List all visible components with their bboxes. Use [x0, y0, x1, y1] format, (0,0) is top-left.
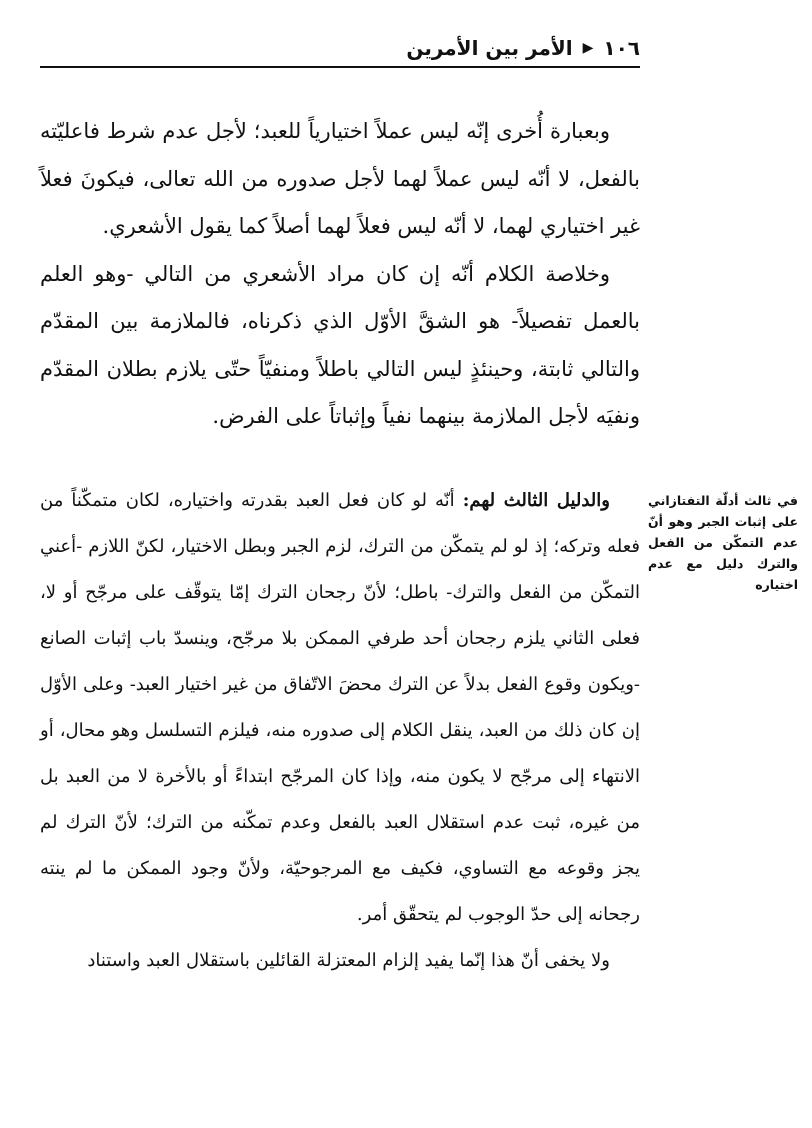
paragraph: وبعبارة أُخرى إنّه ليس عملاً اختيارياً للعبد؛ لأجل عدم شرط فاعليّته بالفعل، لا أنّه ليس عملاً لهما لأجل صدوره من الله تعالى، فيكونَ فعلاً غير اختياري لهما، لا أنّه ليس فعلاً لهما أصلاً كما يقول الأشعري. [40, 119, 640, 238]
evidence-text: أنّه لو كان فعل العبد بقدرته واختياره، لكان متمكّناً من فعله وتركه؛ إذ لو لم يتمكّن من الترك، لزم الجبر وبطل الاختيار، لكنّ اللازم -أعني التمكّن من الفعل والترك- باطل؛ لأنّ رجحان الترك إمّا يتوقّف على مرجّح أو لا، فعلى الثاني يلزم رجحان أحد طرفي الممكن بلا مرجّح، وينسدّ باب إثبات الصانع -ويكون وقوع الفعل بدلاً عن الترك محضَ الاتّفاق من غير اختيار العبد- وعلى الأوّل إن كان ذلك من العبد، ينقل الكلام إلى صدوره منه، فيلزم التسلسل وهو محال، أو الانتهاء إلى مرجّح لا يكون منه، وإذا كان المرجّح ابتداءً أو بالأخرة لا من العبد بل من غيره، ثبت عدم استقلال العبد بالفعل وعدم تمكّنه من الترك؛ لأنّ الترك لم يجز وقوعه مع التساوي، فكيف مع المرجوحيّة، ولأنّ وجود الممكن ما لم ينته رجحانه إلى حدّ الوجوب لم يتحقّق أمر. [40, 490, 640, 925]
running-title: الأمر بين الأمرين [406, 36, 573, 60]
evidence-paragraph [40, 478, 640, 938]
main-text-upper [40, 108, 640, 441]
paragraph: ولا يخفى أنّ هذا إنّما يفيد إلزام المعتزلة القائلين باستقلال العبد واستناد [87, 950, 610, 971]
paragraph: وخلاصة الكلام أنّه إن كان مراد الأشعري من التالي -وهو العلم بالعمل تفصيلاً- هو الشقَّ الأوّل الذي ذكرناه، فالملازمة بين المقدّم والتالي ثابتة، وحينئذٍ ليس التالي باطلاً ومنفيّاً حتّى يلازم بطلان المقدّم ونفيَه لأجل الملازمة بينهما نفياً وإثباتاً على الفرض. [40, 261, 640, 428]
triangle-marker-icon: ▶ [582, 40, 594, 56]
margin-note: في ثالث أدلّة التفتازاني على إثبات الجبر وهو أنّ عدم التمكّن من الفعل والترك دليل مع عدم اختياره [648, 493, 798, 592]
evidence-label: والدليل الثالث لهم: [462, 490, 610, 511]
running-header [40, 28, 640, 68]
header-rule [40, 66, 640, 68]
page-number: ١٠٦ [603, 36, 640, 60]
main-text-lower [40, 478, 640, 984]
